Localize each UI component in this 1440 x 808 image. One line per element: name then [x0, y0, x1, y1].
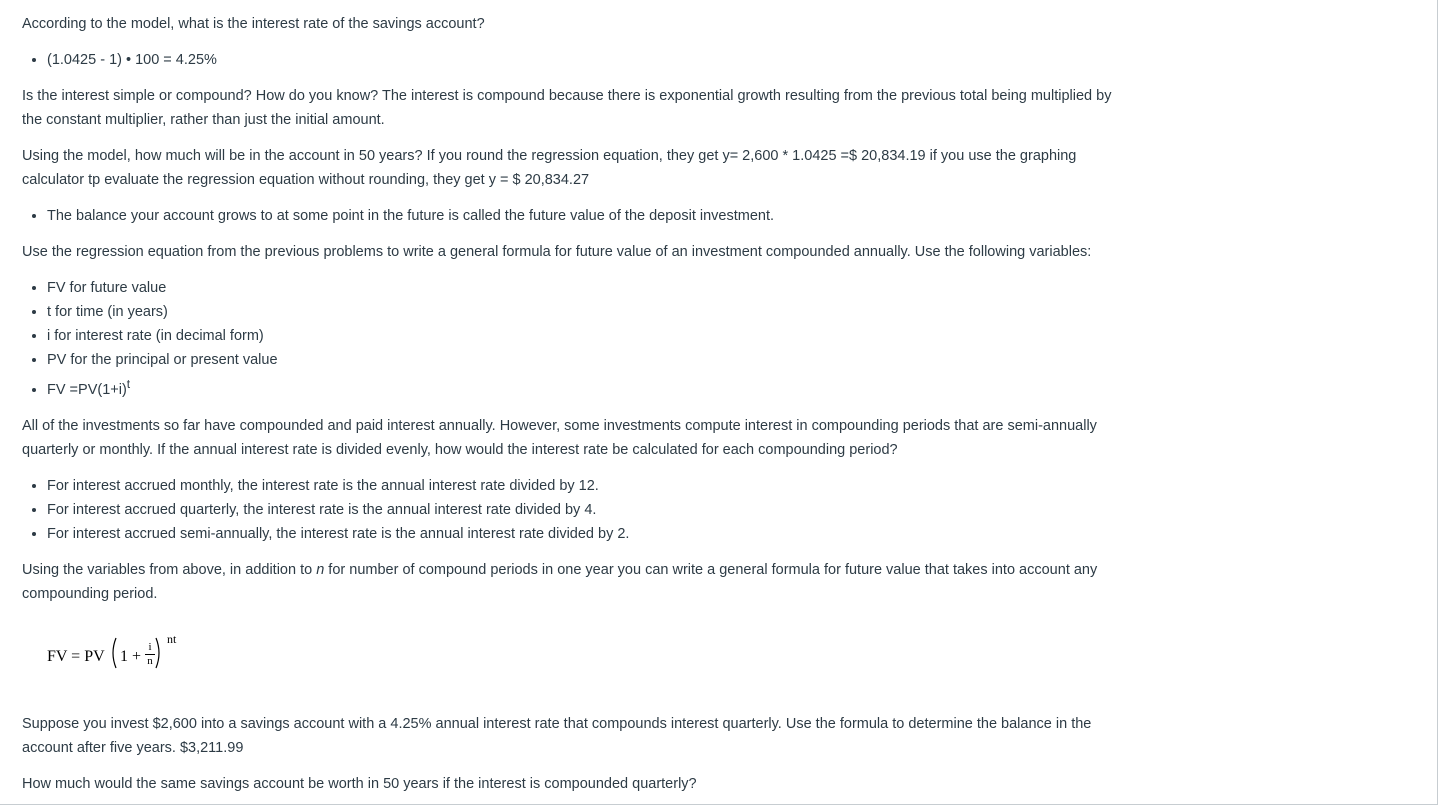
question-quarterly-five-years: Suppose you invest $2,600 into a savings account with a 4.25% annual interest rate that compounds interest quarterly. Use the formula to determine the balance in the account after five years. $3,211.99: [22, 715, 1092, 756]
list-item: • PV for the principal or present value: [47, 348, 1112, 372]
right-border: [1437, 0, 1438, 805]
question-simple-or-compound: Is the interest simple or compound? How do you know? The interest is compound because there is exponential growth resulting from the previous total being multiplied by the constant multiplier, rather than just the initial amount.: [22, 88, 1112, 128]
formula-one-plus: 1 +: [120, 647, 142, 665]
list-item: • (1.0425 - 1) • 100 = 4.25%: [47, 48, 1112, 72]
annual-formula-exponent: t: [126, 377, 131, 391]
paragraph-general-formula-intro: Using the variables from above, in addition to n for number of compound periods in one year you can write a general formula for future value that takes into account any compounding period.: [22, 561, 1098, 602]
question-50-years: Using the model, how much will be in the account in 50 years? If you round the regression equation, they get y= 2,600 * 1.0425 =$ 20,834.19 if you use the graphing calculator tp evaluate the regression equation without rounding, they get y = $ 20,834.27: [22, 148, 1077, 188]
question-interest-rate: According to the model, what is the interest rate of the savings account?: [22, 16, 485, 32]
list-item: • t for time (in years): [47, 300, 1112, 324]
list-item: • The balance your account grows to at some point in the future is called the future value of the deposit investment.: [47, 204, 1112, 228]
question-quarterly-50-years: How much would the same savings account be worth in 50 years if the interest is compounded quarterly?: [22, 775, 697, 792]
question-general-formula: Use the regression equation from the previous problems to write a general formula for future value of an investment compounded annually. Use the following variables:: [22, 244, 1092, 260]
annual-formula-base: FV =PV(1+i): [47, 381, 127, 398]
variables-list: [22, 276, 1112, 402]
formula-denominator: n: [147, 654, 153, 667]
document-content: [22, 12, 1112, 808]
list-item: • For interest accrued quarterly, the interest rate is the annual interest rate divided by 4.: [47, 498, 1112, 522]
compounding-periods-list: [22, 474, 1112, 546]
interest-rate-list: [22, 48, 1112, 72]
variable-n: n: [316, 561, 325, 578]
future-value-note-list: [22, 204, 1112, 228]
formula-lhs: FV = PV: [47, 647, 105, 665]
future-value-formula: [47, 632, 1112, 680]
formula-numerator: i: [148, 640, 152, 653]
formula-exponent: nt: [167, 631, 177, 646]
list-item: • For interest accrued monthly, the interest rate is the annual interest rate divided by 12.: [47, 474, 1112, 498]
list-item-annual-formula: [47, 372, 1112, 402]
formula-close-paren: [153, 636, 163, 670]
question-compounding-periods: All of the investments so far have compounded and paid interest annually. However, some investments compute interest in compounding periods that are semi-annually quarterly or monthly. If the annual interest rate is divided evenly, how would the interest rate be calculated for each compounding period?: [22, 417, 1097, 458]
list-item: • i for interest rate (in decimal form): [47, 324, 1112, 348]
list-item: • For interest accrued semi-annually, the interest rate is the annual interest rate divided by 2.: [47, 522, 1112, 546]
list-item: • FV for future value: [47, 276, 1112, 300]
